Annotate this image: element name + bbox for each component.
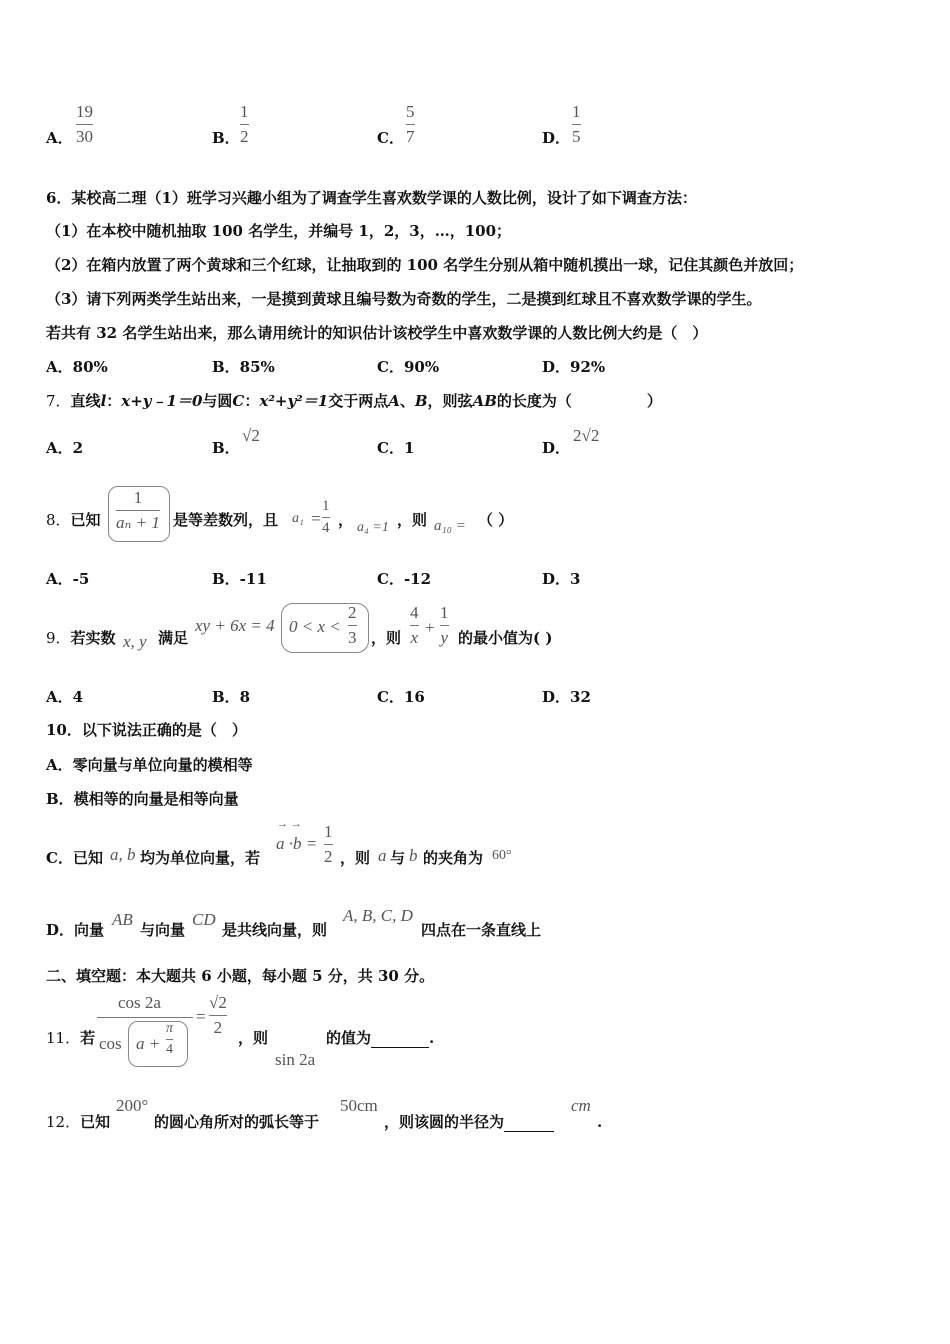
- text: 与圆: [202, 392, 233, 410]
- denominator: aₙ + 1: [116, 513, 160, 532]
- q9-vars: x, y: [123, 632, 147, 651]
- q6-option-c[interactable]: C．90%: [377, 358, 440, 376]
- q10-option-a[interactable]: A．零向量与单位向量的模相等: [46, 756, 253, 774]
- q6-step-1: （1）在本校中随机抽取 100 名学生，并编号 1，2，3，…，100；: [46, 222, 512, 240]
- denominator: 7: [406, 127, 415, 146]
- denominator: 2: [324, 847, 333, 866]
- q8-paren: （ ）: [478, 511, 514, 529]
- denominator: 4: [322, 520, 330, 536]
- point-b: B: [414, 392, 428, 410]
- text: 的值为: [326, 1029, 372, 1047]
- vector-arrows: → →: [277, 818, 302, 830]
- q9-text: 的最小值为( ): [458, 629, 553, 647]
- text: 若实数: [70, 629, 116, 647]
- circle-equation: x²+y²＝1: [259, 392, 329, 410]
- q7-option-b-value: √2: [242, 426, 260, 445]
- q12-degree: 200°: [116, 1096, 149, 1115]
- q9-condition: xy + 6x = 4: [195, 616, 275, 635]
- q7-option-d-value: 2√2: [573, 426, 600, 445]
- numerator: 1: [324, 822, 333, 841]
- numerator: 1: [572, 102, 581, 121]
- q9-option-d[interactable]: D．32: [542, 688, 591, 706]
- text: [326, 1028, 434, 1048]
- text: ，则该圆的半径为: [384, 1113, 505, 1131]
- q8-a4: a₄ =1: [357, 520, 389, 535]
- answer-blank[interactable]: [504, 1113, 554, 1132]
- q10-option-b[interactable]: B．模相等的向量是相等向量: [46, 790, 239, 808]
- denominator: 30: [76, 127, 93, 146]
- numerator: 19: [76, 102, 93, 121]
- period: .: [597, 1113, 603, 1131]
- text: 交于两点: [328, 392, 389, 410]
- q7-option-b[interactable]: B．: [212, 439, 240, 457]
- q9-option-c[interactable]: C．16: [377, 688, 425, 706]
- q11-cos: cos: [99, 1034, 122, 1053]
- text: 与向量: [140, 921, 186, 939]
- q6-step-3: （3）请下列两类学生站出来，一是摸到黄球且编号数为奇数的学生，二是摸到红球且不喜欢数学课的学生。: [46, 290, 762, 308]
- q8-text: 是等差数列，且: [173, 511, 279, 529]
- q5-option-b-fraction: [240, 102, 249, 147]
- q9-option-a[interactable]: A．4: [46, 688, 84, 706]
- q8-option-a[interactable]: A．-5: [46, 570, 90, 588]
- text: ，则: [340, 849, 371, 867]
- fraction-bar: [97, 1017, 193, 1018]
- q9-range-fraction: [348, 603, 357, 648]
- q5-option-a-label[interactable]: A．: [46, 129, 73, 147]
- question-number: 12．: [46, 1113, 81, 1131]
- q7-option-a[interactable]: A．2: [46, 439, 84, 457]
- q6-step-2: （2）在箱内放置了两个黄球和三个红球，让抽取到的 100 名学生分别从箱中随机摸出一球，记住其颜色并放回；: [46, 256, 804, 274]
- text: 、: [399, 392, 415, 410]
- denominator: 5: [572, 127, 581, 146]
- q11-numerator: cos 2a: [118, 993, 161, 1012]
- q7-option-d[interactable]: D．: [542, 439, 571, 457]
- numerator: 1: [440, 603, 449, 622]
- q9-fraction-1y: [440, 603, 449, 648]
- q11-eq: =: [196, 1007, 206, 1026]
- points-abcd: A, B, C, D: [343, 906, 413, 925]
- text: 与: [390, 849, 406, 867]
- q11-pi-over-4: [166, 1021, 173, 1058]
- q9-option-b[interactable]: B．8: [212, 688, 251, 706]
- q5-option-c-label[interactable]: C．: [377, 129, 404, 147]
- option-c-label: C．已知: [46, 849, 103, 867]
- q8-eq: =: [311, 509, 321, 528]
- answer-blank[interactable]: [371, 1029, 429, 1048]
- text: ：: [244, 392, 260, 410]
- q12-unit: cm: [571, 1096, 591, 1115]
- q5-option-c-fraction: [406, 102, 415, 147]
- text: 的圆心角所对的弧长等于: [154, 1113, 320, 1131]
- q5-option-a-fraction: [76, 102, 93, 147]
- q5-option-b-label[interactable]: B．: [212, 129, 240, 147]
- q6-option-b[interactable]: B．85%: [212, 358, 275, 376]
- q8-option-c[interactable]: C．-12: [377, 570, 432, 588]
- question-number: 8．: [46, 511, 71, 529]
- text: ：: [106, 392, 122, 410]
- q10-half: [324, 822, 333, 867]
- q10-dot-product: a ·b =: [276, 834, 318, 853]
- chord-ab: AB: [472, 392, 497, 410]
- text: ，则弦: [427, 392, 473, 410]
- angle-60: 60°: [492, 848, 512, 863]
- q11-rhs: [209, 993, 227, 1038]
- question-number: 7．: [46, 392, 71, 410]
- q10-stem: 10．以下说法正确的是（ ）: [46, 721, 247, 739]
- numerator: 4: [410, 603, 419, 622]
- numerator: 5: [406, 102, 415, 121]
- q12-length: 50cm: [340, 1096, 378, 1115]
- q8-comma: ，: [338, 511, 354, 529]
- text: [384, 1112, 554, 1132]
- q8-a1-fraction: [322, 498, 330, 537]
- denominator: x: [410, 628, 419, 647]
- denominator: 3: [348, 628, 357, 647]
- vector-b: b: [409, 846, 418, 865]
- period: .: [429, 1029, 435, 1047]
- q7-stem: [46, 391, 662, 411]
- vector-ab: AB: [112, 910, 133, 929]
- q9-text: ，则: [371, 629, 402, 647]
- q5-option-d-label[interactable]: D．: [542, 129, 571, 147]
- line-equation: x+y﹣1＝0: [121, 392, 203, 410]
- option-d-label: D．向量: [46, 921, 105, 939]
- denominator: y: [440, 628, 449, 647]
- q9-plus: +: [425, 618, 435, 637]
- q7-option-c[interactable]: C．1: [377, 439, 415, 457]
- four: 4: [166, 1042, 173, 1057]
- pi: π: [166, 1021, 174, 1036]
- q11-inner: a +: [136, 1034, 161, 1053]
- text: 是共线向量，则: [222, 921, 328, 939]
- question-number: 11．: [46, 1029, 81, 1047]
- q8-a1: a₁: [292, 511, 304, 526]
- vector-a: a: [378, 846, 387, 865]
- text: 已知: [80, 1113, 111, 1131]
- q6-question: 若共有 32 名学生站出来，那么请用统计的知识估计该校学生中喜欢数学课的人数比例大约是（ ）: [46, 324, 708, 342]
- q8-option-d[interactable]: D．3: [542, 570, 581, 588]
- text: 若: [80, 1029, 96, 1047]
- q9-text: 满足: [158, 629, 189, 647]
- question-number: 9．: [46, 629, 71, 647]
- text: 的长度为（ ）: [496, 392, 662, 410]
- text: 已知: [70, 511, 101, 529]
- numerator: 1: [133, 488, 143, 507]
- text: 的夹角为: [423, 849, 484, 867]
- q9-range: 0 < x <: [289, 617, 341, 636]
- text: 均为单位向量，若: [140, 849, 261, 867]
- numerator: √2: [209, 993, 227, 1012]
- q9-fraction-4x: [410, 603, 419, 648]
- denominator: 2: [213, 1018, 223, 1037]
- numerator: 1: [322, 498, 330, 514]
- text: 直线: [70, 392, 101, 410]
- q8-option-b[interactable]: B．-11: [212, 570, 267, 588]
- point-a: A: [388, 392, 400, 410]
- numerator: 2: [348, 603, 357, 622]
- q8-sequence-fraction: [116, 488, 160, 533]
- section-heading: 二、填空题：本大题共 6 小题，每小题 5 分，共 30 分。: [46, 967, 435, 985]
- q11-sin: sin 2a: [275, 1050, 316, 1069]
- numerator: 1: [240, 102, 249, 121]
- var-c: C: [232, 392, 245, 410]
- var-l: l: [100, 392, 107, 410]
- q8-a10: a₁₀ =: [434, 518, 466, 534]
- q8-text: ，则: [397, 511, 428, 529]
- text: ，则: [238, 1029, 269, 1047]
- q6-option-a[interactable]: A．80%: [46, 358, 108, 376]
- vector-cd: CD: [192, 910, 216, 929]
- q6-option-d[interactable]: D．92%: [542, 358, 606, 376]
- text: 四点在一条直线上: [421, 921, 542, 939]
- denominator: 2: [240, 127, 249, 146]
- q6-stem: 6．某校高二理（1）班学习兴趣小组为了调查学生喜欢数学课的人数比例，设计了如下调查方法：: [46, 189, 697, 207]
- q5-option-d-fraction: [572, 102, 581, 147]
- q10-vectors-ab: a, b: [110, 845, 136, 864]
